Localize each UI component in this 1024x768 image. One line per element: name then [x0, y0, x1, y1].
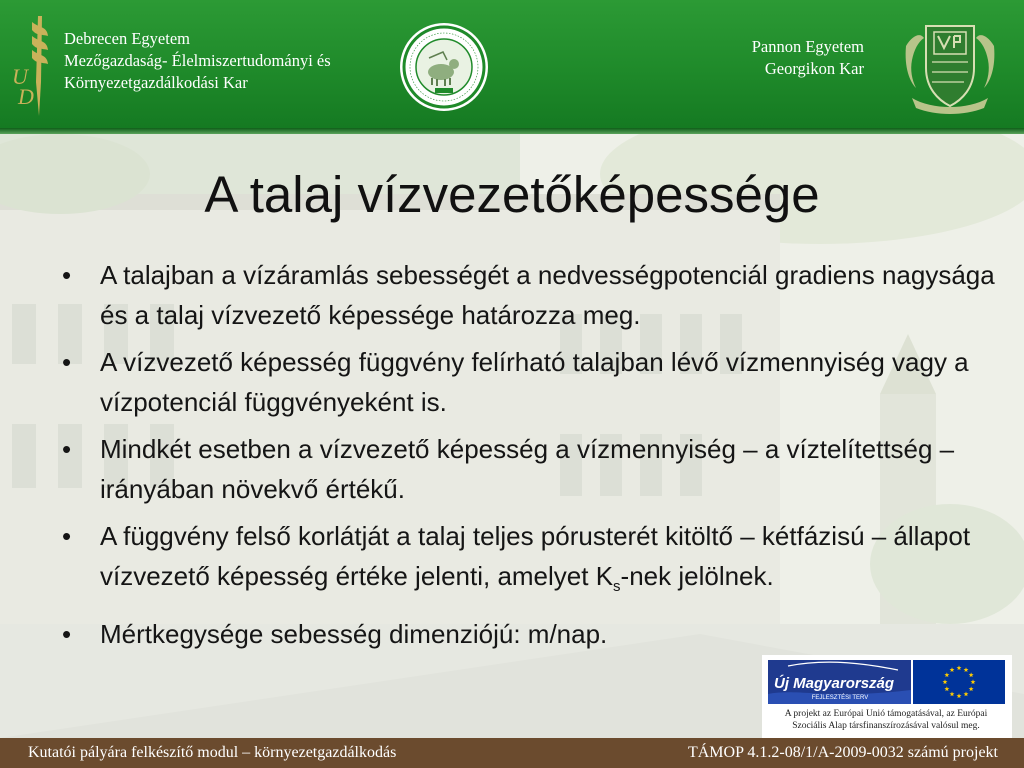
ud-logo-icon	[8, 12, 52, 122]
bullet-item	[62, 516, 1002, 607]
bullet-dot: •	[62, 347, 72, 377]
right-institution-name	[700, 36, 864, 80]
uj-logo-text: Új Magyarország	[774, 675, 895, 692]
bullet-dot: •	[62, 619, 72, 650]
right-institution-line: Pannon Egyetem	[751, 37, 864, 56]
pannon-crest-icon	[902, 18, 998, 118]
bullet-dot: •	[62, 434, 72, 464]
right-institution-line: Georgikon Kar	[764, 59, 864, 78]
left-institution-line: Debrecen Egyetem	[64, 29, 190, 48]
bullet-dot: •	[62, 260, 72, 290]
debrecen-seal-icon	[399, 22, 489, 112]
footer-bar	[0, 738, 1024, 768]
eu-note-line: Szociális Alap társfinanszírozásával valósul meg.	[792, 721, 980, 731]
bullet-item	[62, 255, 1002, 335]
header-bar	[0, 0, 1024, 128]
slide-title: A talaj vízvezetőképessége	[204, 166, 820, 223]
bullet-item	[62, 429, 1002, 509]
bullet-item	[62, 614, 1002, 654]
bullet-text: Mindkét esetben a vízvezető képesség a vízmennyiség – a víztelítettség – irányában növekvő értékű.	[100, 434, 955, 504]
left-institution-line: Környezetgazdálkodási Kar	[64, 73, 248, 92]
footer-module-text: Kutatói pályára felkészítő modul – környezetgazdálkodás	[28, 744, 397, 761]
bullet-text	[100, 516, 1002, 607]
eu-flag-icon	[913, 660, 1005, 704]
bullet-text: A talajban a vízáramlás sebességét a nedvességpotenciál gradiens nagysága és a talaj vízvezető képessége határozza meg.	[100, 260, 995, 330]
footer-project-code: TÁMOP 4.1.2-08/1/A-2009-0032 számú projekt	[687, 744, 998, 761]
bullet-text: A vízvezető képesség függvény felírható talajban lévő vízmennyiség vagy a vízpotenciál függvényeként is.	[100, 347, 969, 417]
left-institution-line: Mezőgazdaság- Élelmiszertudományi és	[64, 51, 331, 70]
eu-note-line: A projekt az Európai Unió támogatásával, az Európai	[784, 709, 988, 719]
left-institution-name	[64, 28, 331, 94]
subscript-s: s	[613, 578, 621, 596]
bullet-list	[62, 255, 1002, 661]
bullet-dot: •	[62, 521, 72, 551]
eu-funding-note	[764, 708, 1008, 732]
svg-text:D: D	[18, 84, 34, 109]
uj-magyarorszag-logo-icon	[768, 660, 911, 704]
uj-logo-subtext: FEJLESZTÉSI TERV	[811, 695, 869, 701]
bullet-text: Mértkegysége sebesség dimenziójú: m/nap.	[100, 619, 608, 650]
bullet-text-part: A függvény felső korlátját a talaj teljes pórusterét kitöltő – kétfázisú – állapot vízvezető képesség értéke jelenti, amelyet K	[100, 521, 971, 591]
bullet-text-part: -nek jelölnek.	[620, 561, 774, 591]
bullet-item	[62, 342, 1002, 422]
svg-text:U: U	[12, 64, 28, 89]
